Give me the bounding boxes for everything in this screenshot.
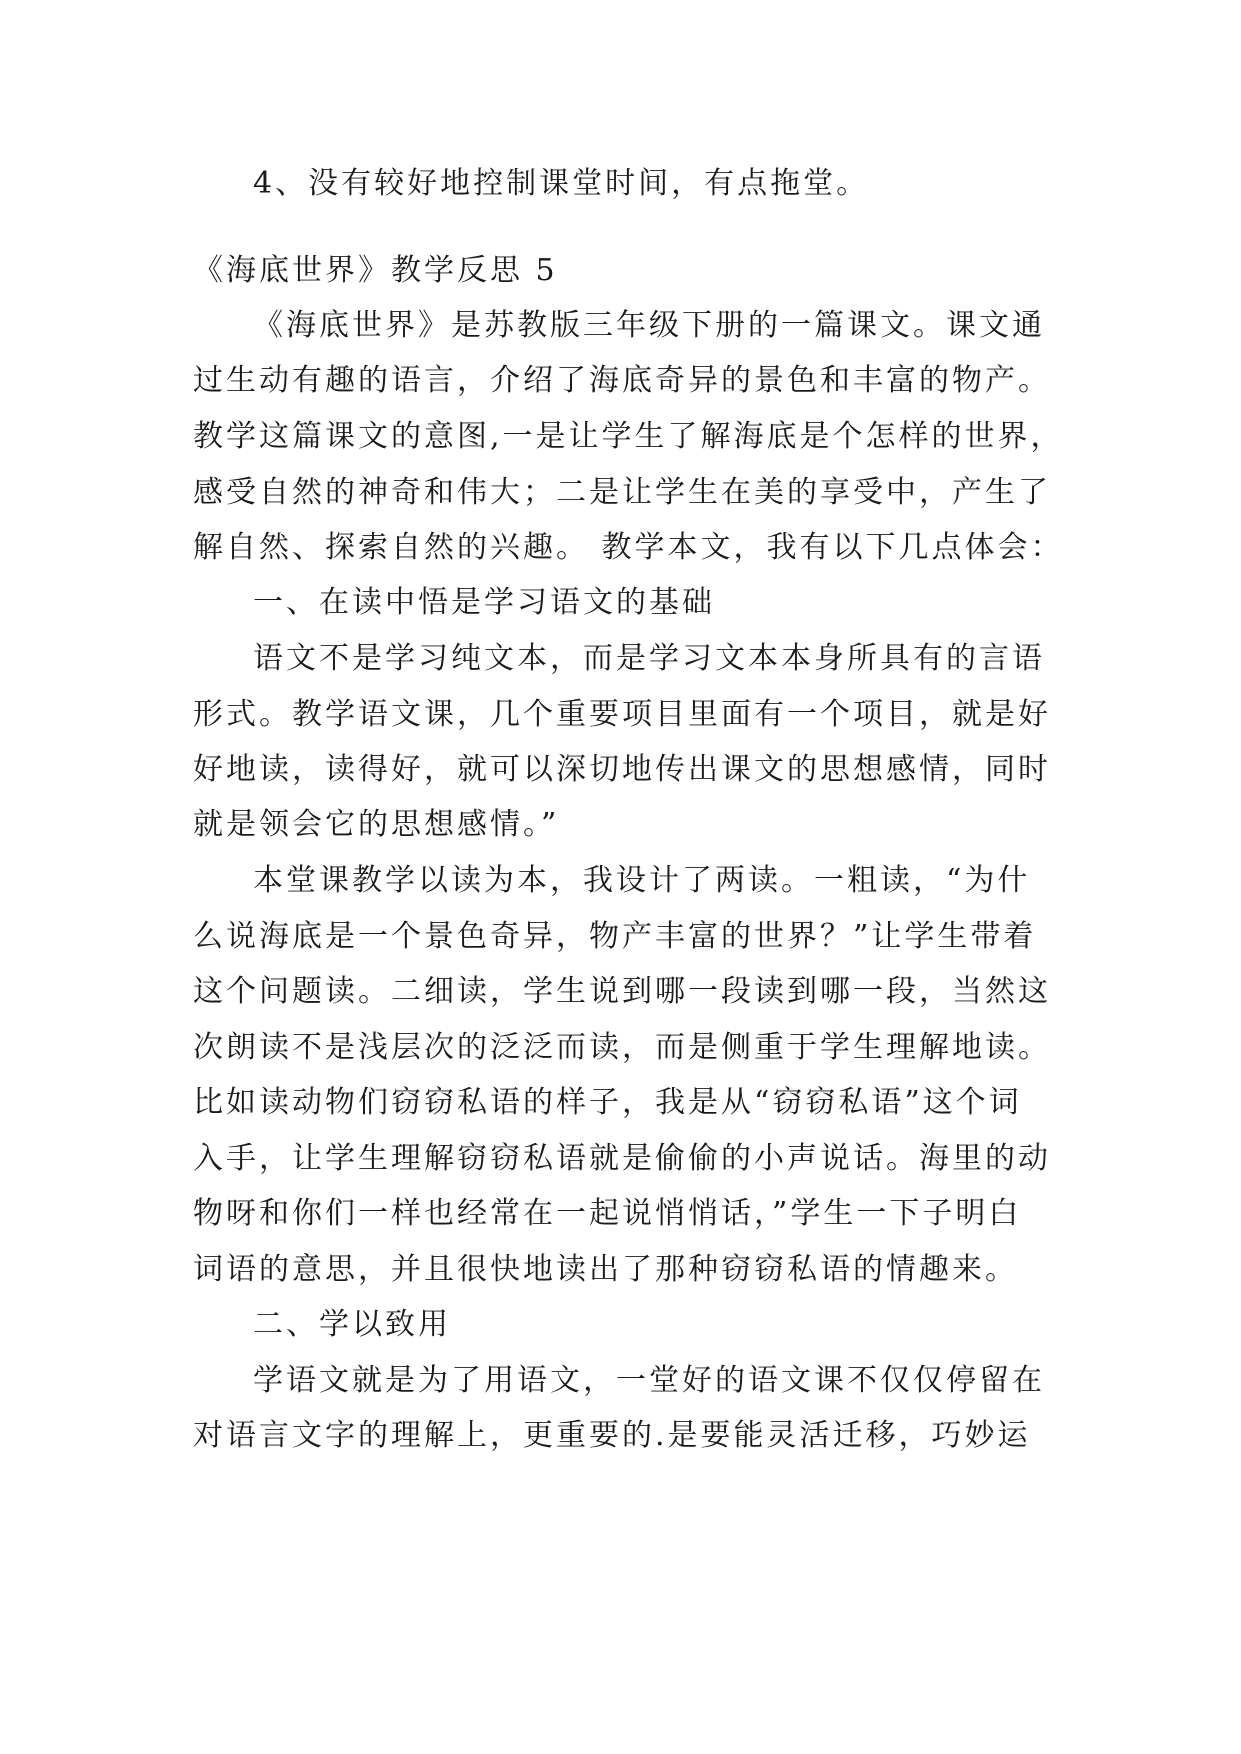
paragraph-line: 《海底世界》是苏教版三年级下册的一篇课文。课文通 xyxy=(253,308,1045,343)
list-item-4: 4、没有较好地控制课堂时间，有点拖堂。 xyxy=(253,166,870,201)
paragraph-line: 形式。教学语文课，几个重要项目里面有一个项目，就是好 xyxy=(193,697,1051,732)
paragraph-line: 这个问题读。二细读，学生说到哪一段读到哪一段，当然这 xyxy=(193,974,1051,1009)
subheading: 一、在读中悟是学习语文的基础 xyxy=(253,585,715,620)
paragraph-line: 入手，让学生理解窃窃私语就是偷偷的小声说话。海里的动 xyxy=(193,1141,1051,1176)
paragraph-line: 就是领会它的思想感情。” xyxy=(193,807,560,842)
paragraph-line: 感受自然的神奇和伟大；二是让学生在美的享受中，产生了 xyxy=(193,475,1051,510)
paragraph-line: 次朗读不是浅层次的泛泛而读，而是侧重于学生理解地读。 xyxy=(193,1030,1051,1065)
paragraph-line: 解自然、探索自然的兴趣。 教学本文，我有以下几点体会： xyxy=(193,530,1064,565)
paragraph-line: 对语言文字的理解上，更重要的.是要能灵活迁移，巧妙运 xyxy=(193,1418,1031,1453)
paragraph-line: 物呀和你们一样也经常在一起说悄悄话，”学生一下子明白 xyxy=(193,1196,1022,1231)
paragraph-line: 教学这篇课文的意图,一是让学生了解海底是个怎样的世界， xyxy=(193,419,1064,454)
subheading: 二、学以致用 xyxy=(253,1307,451,1342)
paragraph-line: 本堂课教学以读为本，我设计了两读。一粗读，“为什 xyxy=(253,863,1031,898)
paragraph-line: 学语文就是为了用语文，一堂好的语文课不仅仅停留在 xyxy=(253,1363,1045,1398)
paragraph-line: 过生动有趣的语言，介绍了海底奇异的景色和丰富的物产。 xyxy=(193,363,1051,398)
paragraph-line: 词语的意思，并且很快地读出了那种窃窃私语的情趣来。 xyxy=(193,1252,1018,1287)
paragraph-line: 比如读动物们窃窃私语的样子，我是从“窃窃私语”这个词 xyxy=(193,1085,1022,1120)
paragraph-line: 好地读，读得好，就可以深切地传出课文的思想感情，同时 xyxy=(193,752,1051,787)
paragraph-line: 么说海底是一个景色奇异，物产丰富的世界？”让学生带着 xyxy=(193,919,1037,954)
paragraph-line: 语文不是学习纯文本，而是学习文本本身所具有的言语 xyxy=(253,641,1045,676)
section-heading: 《海底世界》教学反思 5 xyxy=(193,253,558,288)
